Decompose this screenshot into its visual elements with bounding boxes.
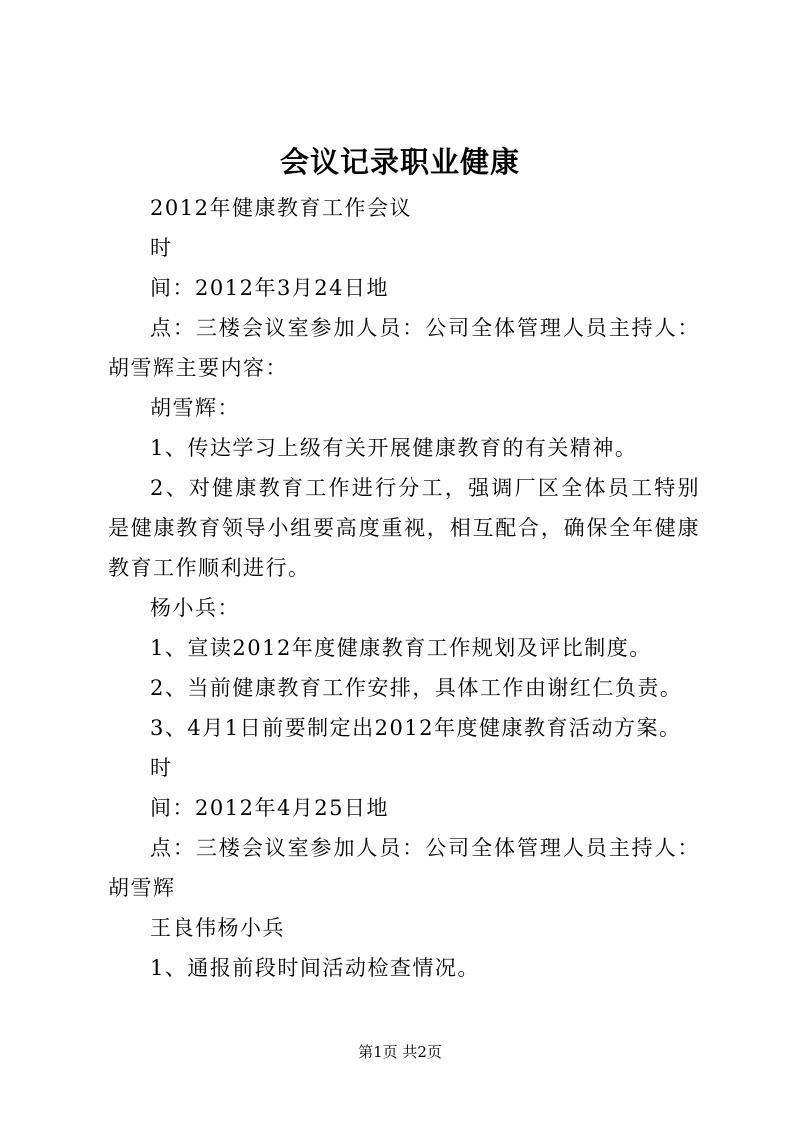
paragraph: 2、当前健康教育工作安排，具体工作由谢红仁负责。: [150, 676, 683, 700]
paragraph: 3、4月1日前要制定出2012年度健康教育活动方案。: [150, 716, 682, 740]
paragraph: 王良伟杨小兵: [150, 916, 285, 940]
paragraph: 1、通报前段时间活动检查情况。: [150, 956, 480, 980]
paragraph: 时: [150, 756, 173, 780]
paragraph: 间：2012年4月25日地: [150, 796, 390, 820]
paragraph: 点：三楼会议室参加人员：公司全体管理人员主持人：胡雪辉: [108, 836, 700, 900]
page-footer: 第1页 共2页: [358, 1043, 442, 1061]
paragraph: 2、对健康教育工作进行分工，强调厂区全体员工特别是健康教育领导小组要高度重视，相互配合，确保全年健康教育工作顺利进行。: [108, 476, 700, 580]
paragraph: 1、传达学习上级有关开展健康教育的有关精神。: [150, 436, 638, 460]
paragraph: 2012年健康教育工作会议: [150, 196, 412, 220]
paragraph: 时: [150, 236, 173, 260]
document-body: [108, 188, 700, 988]
document-title: 会议记录职业健康: [279, 145, 520, 179]
paragraph: 1、宣读2012年度健康教育工作规划及评比制度。: [150, 636, 652, 660]
paragraph: 点：三楼会议室参加人员：公司全体管理人员主持人：胡雪辉主要内容：: [108, 316, 700, 380]
paragraph: 胡雪辉：: [150, 396, 240, 420]
paragraph: 间：2012年3月24日地: [150, 276, 390, 300]
paragraph: 杨小兵：: [150, 596, 240, 620]
